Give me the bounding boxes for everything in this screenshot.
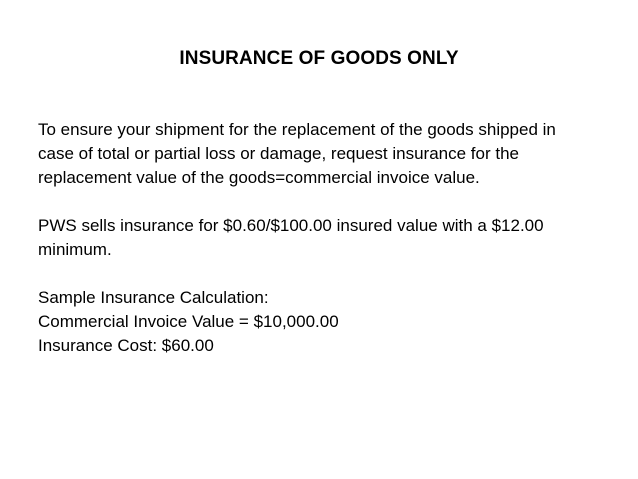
sample-calculation-heading: Sample Insurance Calculation: [38,288,269,307]
slide-body [38,118,608,382]
paragraph-line: To ensure your shipment for the replacement of the goods shipped in [38,120,556,139]
insurance-cost-line: Insurance Cost: $60.00 [38,336,214,355]
paragraph-line: PWS sells insurance for $0.60/$100.00 insured value with a $12.00 [38,216,544,235]
sample-calculation [38,286,608,358]
paragraph-line: minimum. [38,240,112,259]
pricing-paragraph [38,214,608,262]
paragraph-line: replacement value of the goods=commercial invoice value. [38,168,480,187]
slide-title: INSURANCE OF GOODS ONLY [179,48,459,69]
insurance-purpose-paragraph [38,118,608,190]
invoice-value-line: Commercial Invoice Value = $10,000.00 [38,312,339,331]
paragraph-line: case of total or partial loss or damage, request insurance for the [38,144,519,163]
